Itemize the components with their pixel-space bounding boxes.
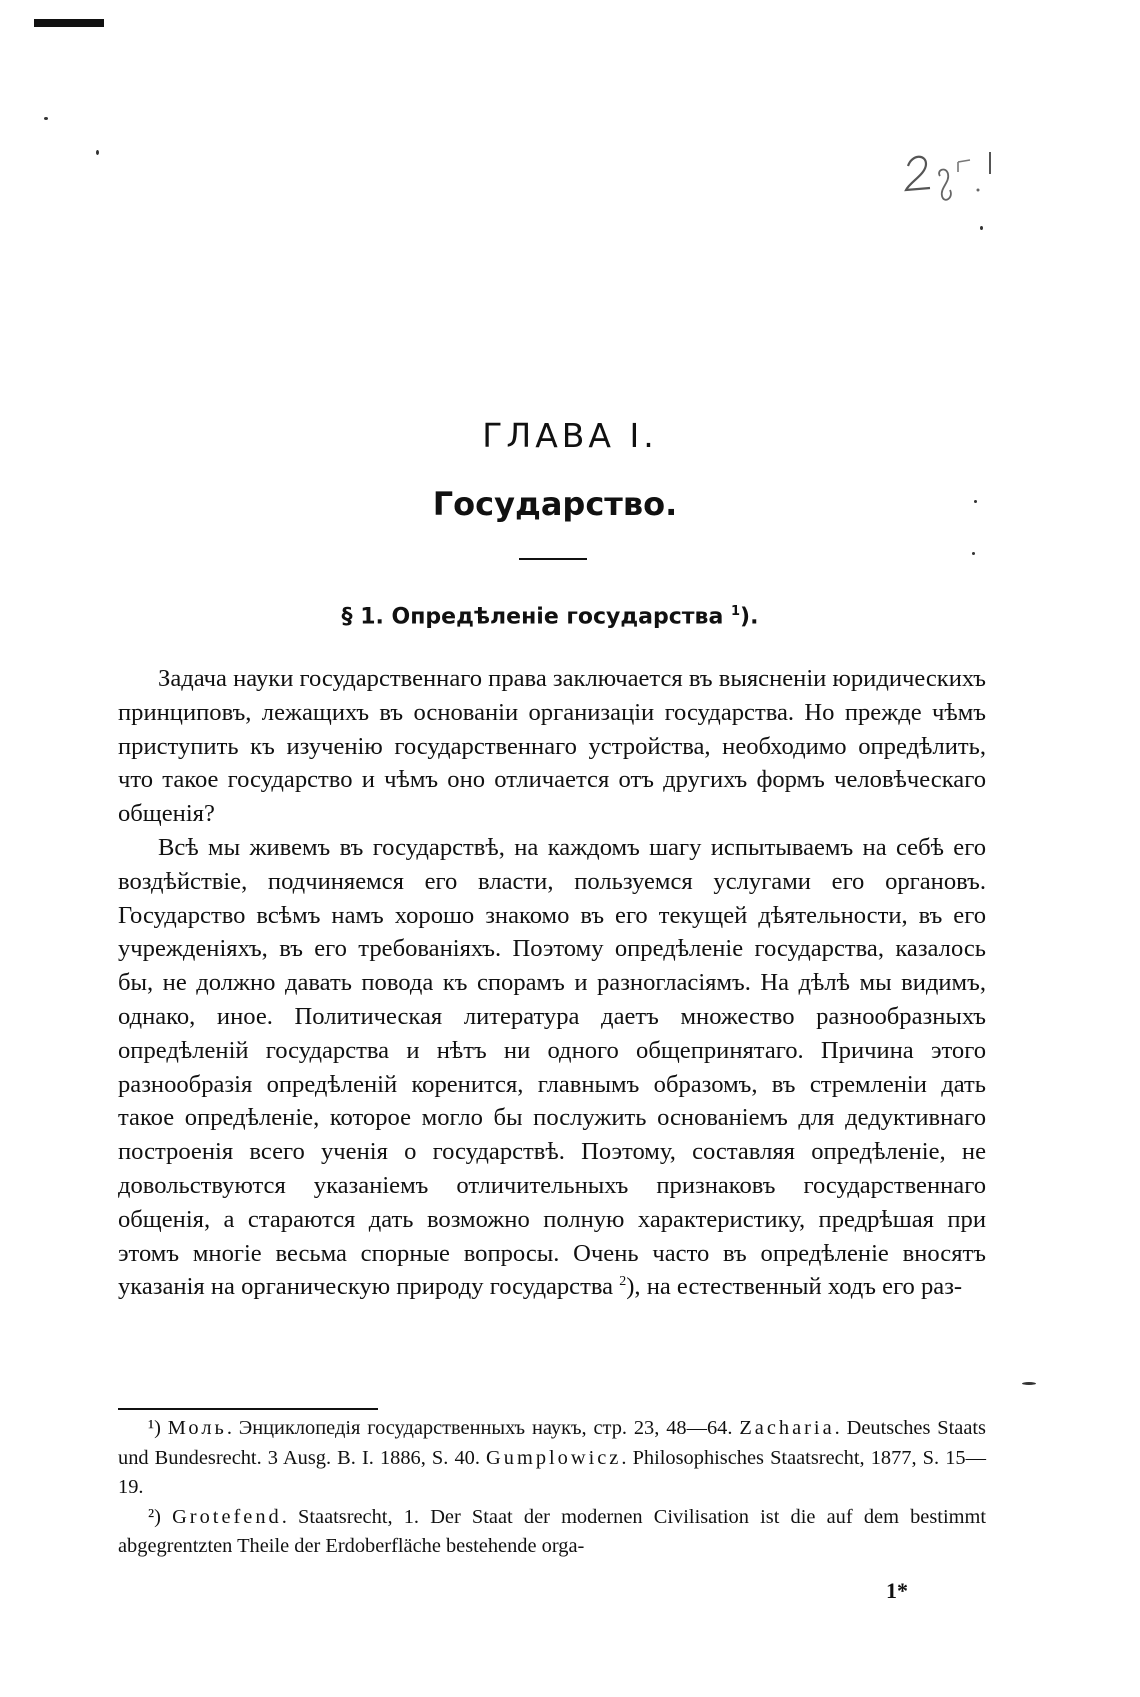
section-heading-close: ). xyxy=(740,604,759,630)
paragraph-2-continuation: ), на естественный ходъ его раз- xyxy=(626,1273,963,1301)
footnote-2 xyxy=(118,1503,986,1562)
footnote-1-author-2: Zacharia xyxy=(739,1417,835,1439)
paragraph-2-text: Всѣ мы живемъ въ государствѣ, на каждомъ шагу испытываемъ на себѣ его воздѣйствіе, подчиняемся его власти, пользуемся услугами его органовъ. Государство всѣмъ намъ хорошо знакомо въ его текущей дѣятельности, въ его учрежденіяхъ, въ его требованіяхъ. Поэтому опредѣленіе государства, казалось бы, не должно давать повода къ спорамъ и разногласіямъ. На дѣлѣ мы видимъ, однако, иное. Политическая литература даетъ множество разнообразныхъ опредѣленій государства и нѣтъ ни одного общепринятаго. Причина этого разнообразія опредѣленій коренится, главнымъ образомъ, въ стремленіи дать такое опредѣленіе, которое могло бы послужить основаніемъ для дедуктивнаго построенія всего ученія о государствѣ. Поэтому, составляя опредѣленіе, не довольствуются указаніемъ отличительныхъ признаковъ государственнаго общенія, а стараются дать возможно полную характеристику, предрѣшая при этомъ многіе весьма спорные вопросы. Очень часто въ опредѣленіе вносятъ указанія на органическую природу государства xyxy=(118,833,986,1301)
footnote-2-author: Grotefend xyxy=(172,1505,282,1528)
footnote-1-text-1: . Энциклопедія государственныхъ наукъ, стр. 23, 48—64. xyxy=(226,1417,733,1439)
footnote-1-text-2: . Deutsches Staats und Bundesrecht. 3 Ausg. B. I. 1886, S. 40. xyxy=(118,1417,986,1469)
section-heading xyxy=(0,604,1100,629)
footnote-2-mark: ²) xyxy=(148,1505,161,1528)
scan-artifact-dot xyxy=(96,150,99,155)
paragraph-1: Задача науки государственнаго права заключается въ выясненіи юридическихъ принциповъ, лежащихъ въ основаніи организаціи государства. Но прежде чѣмъ приступить къ изученію государственнаго устройства, необходимо опредѣлить, что такое государство и чѣмъ оно отличается отъ другихъ формъ человѣческаго общенія? xyxy=(118,665,986,828)
footnote-ref-1: 1 xyxy=(730,604,741,619)
footnote-1-author-3: Gumplowicz xyxy=(486,1446,622,1469)
section-heading-text: § 1. Опредѣленіе государства xyxy=(341,604,724,630)
page-number: 1* xyxy=(886,1578,908,1603)
scan-artifact-dot xyxy=(44,117,48,120)
body-text xyxy=(118,662,986,1304)
footnote-1 xyxy=(118,1414,986,1503)
footnote-2-text: . Staatsrecht, 1. Der Staat der modernen Civilisation ist die auf dem bestimmt abgegrentzten Theile der Erdoberfläche bestehende orga- xyxy=(118,1505,986,1558)
scan-artifact-dot xyxy=(972,552,975,555)
chapter-heading: ГЛАВА I. xyxy=(482,416,658,455)
chapter-title: Государство. xyxy=(432,485,678,523)
title-divider xyxy=(519,558,587,560)
paragraph-2 xyxy=(118,831,986,1304)
footnote-divider xyxy=(118,1408,378,1410)
scan-artifact-dot xyxy=(1022,1382,1036,1385)
footnote-1-mark: ¹) xyxy=(148,1417,161,1439)
footnote-1-text-3: . Philosophisches Staatsrecht, 1877, S. 15—19. xyxy=(118,1446,986,1499)
footnote-1-author-1: Моль xyxy=(167,1417,227,1439)
footnotes xyxy=(118,1414,986,1562)
handwritten-mark xyxy=(900,148,1000,208)
scan-artifact-dot xyxy=(980,226,983,230)
scan-artifact-bar xyxy=(34,19,104,27)
footnote-ref-2: 2 xyxy=(619,1274,627,1290)
